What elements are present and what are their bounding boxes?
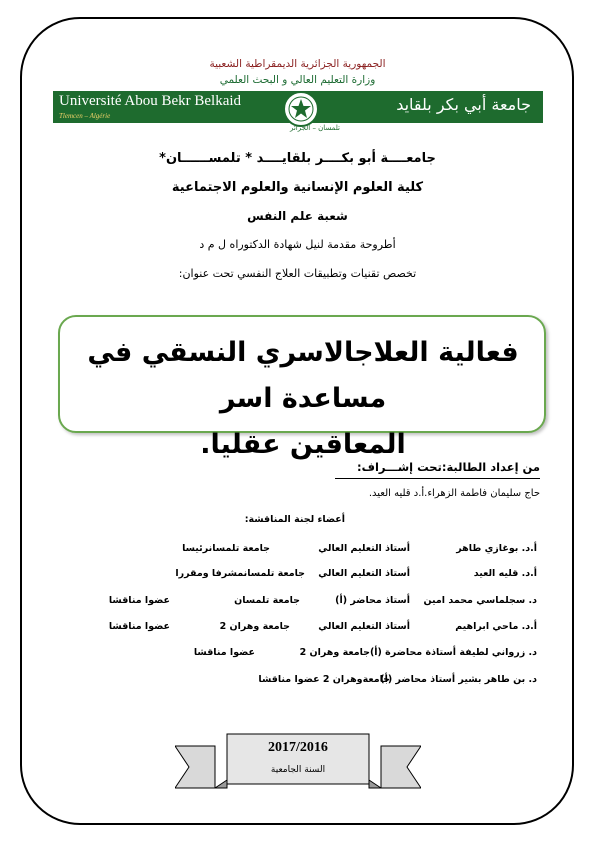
- jury-affiliation: جامعة وهران 2: [219, 621, 290, 632]
- jury-member: [0, 647, 595, 661]
- thesis-type-line: أطروحة مقدمة لنيل شهادة الدكتوراه ل م د: [199, 238, 396, 251]
- jury-role: عضوا مناقشا: [108, 595, 170, 606]
- emblem-caption: تلمسان – الجزائر: [290, 124, 340, 132]
- academic-year-ribbon: [175, 732, 421, 800]
- authors-names: حاج سليمان فاطمة الزهراء.أ.د قليه العيد.: [368, 488, 540, 499]
- jury-name: د. زرواني لطيفة أستاذة محاضرة (أ): [369, 647, 537, 658]
- jury-rank: أستاذ التعليم العالي: [318, 543, 410, 554]
- jury-affiliation: جامعة تلمسانرئيسا: [182, 543, 270, 554]
- jury-name: د. بن طاهر بشير أستاذ محاضر (أ): [380, 674, 537, 685]
- jury-member: [0, 674, 595, 688]
- jury-role: عضوا مناقشا: [108, 621, 170, 632]
- university-emblem-icon: [283, 91, 319, 127]
- jury-rank: أستاذ التعليم العالي: [318, 568, 410, 579]
- specialty-line: تخصص تقنيات وتطبيقات العلاج النفسي تحت عنوان:: [178, 267, 417, 280]
- jury-member: [0, 621, 595, 635]
- jury-member: [0, 543, 595, 557]
- university-name-ar: جامعة أبي بكر بلقايد: [396, 95, 531, 114]
- ministry-header: [0, 58, 595, 86]
- jury-affiliation: جامعة وهران 2: [299, 647, 370, 658]
- jury-member: [0, 568, 595, 582]
- jury-member: [0, 595, 595, 609]
- university-name-fr: Université Abou Bekr Belkaid: [59, 93, 242, 109]
- jury-affiliation: جامعة تلمسانمشرفا ومقررا: [175, 568, 305, 579]
- jury-name: أ.د. ماحي ابراهيم: [455, 621, 537, 632]
- jury-affiliation: جامعة تلمسان: [234, 595, 300, 606]
- jury-affiliation: جامعةوهران 2 عضوا مناقشا: [258, 674, 390, 685]
- faculty-line: كلية العلوم الإنسانية والعلوم الاجتماعية: [171, 180, 424, 195]
- jury-name: أ.د. بوغازي طاهر: [456, 543, 537, 554]
- ministry-line: وزارة التعليم العالي و البحث العلمي: [219, 74, 376, 86]
- university-city-fr: Tlemcen – Algérie: [59, 112, 111, 120]
- academic-year-label: السنة الجامعية: [270, 765, 326, 775]
- jury-label: أعضاء لجنة المناقشة:: [244, 514, 345, 525]
- jury-name: أ.د. قليه العيد: [473, 568, 537, 579]
- university-line: جامعــــة أبو بكــــر بلقايــــد * تلمســــــان*: [159, 151, 436, 166]
- thesis-title: [70, 330, 536, 468]
- jury-rank: أستاذ محاضر (أ): [335, 595, 410, 606]
- thesis-title-line2: المعاقين عقليا.: [200, 429, 406, 460]
- jury-rank: أستاذ التعليم العالي: [318, 621, 410, 632]
- jury-role: عضوا مناقشا: [193, 647, 255, 658]
- academic-year: 2017/2016: [268, 740, 328, 755]
- authors-label: من إعداد الطالبة:تحت إشـــراف:: [356, 460, 540, 474]
- authors-underline: [335, 478, 540, 479]
- jury-name: د. سجلماسي محمد امين: [423, 595, 537, 606]
- department-line: شعبة علم النفس: [247, 209, 348, 223]
- thesis-title-line1: فعالية العلاجالاسري النسقي في مساعدة اسر: [87, 337, 519, 414]
- republic-line: الجمهورية الجزائرية الديمقراطية الشعبية: [209, 58, 386, 70]
